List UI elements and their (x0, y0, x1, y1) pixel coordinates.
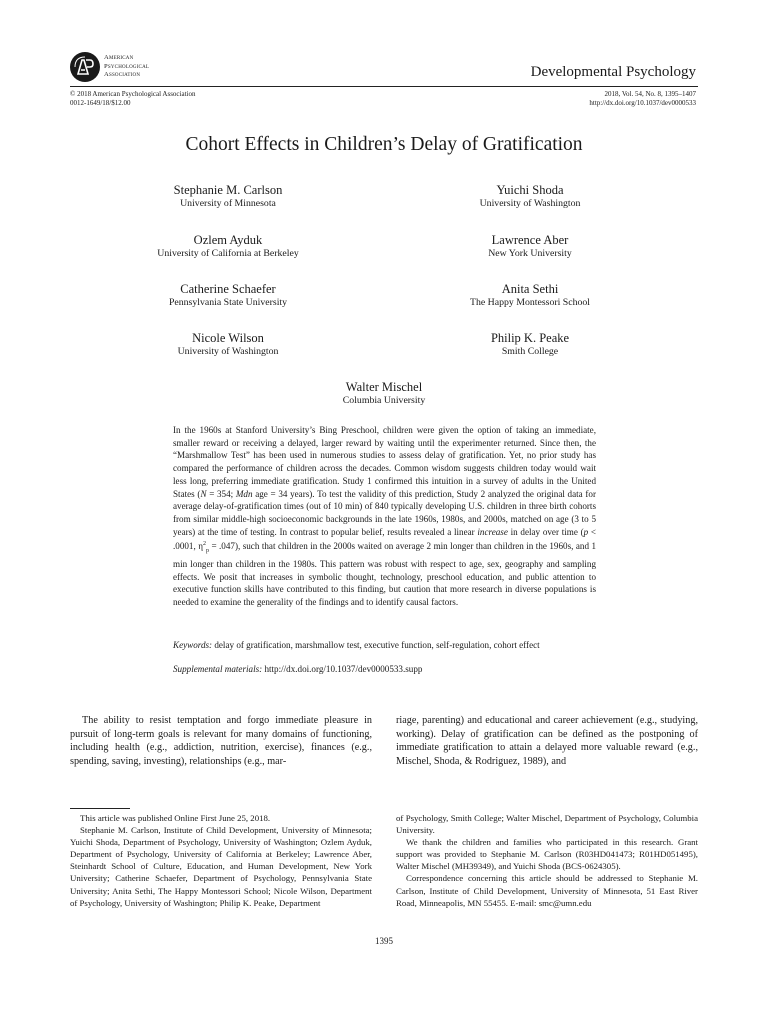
eta-subscript: p (205, 548, 209, 555)
abstract (173, 424, 596, 609)
issn-line: 0012-1649/18/$12.00 (70, 98, 131, 107)
doi-link[interactable]: http://dx.doi.org/10.1037/dev0000533 (589, 98, 696, 107)
page-number: 1395 (375, 936, 393, 946)
abstract-text (173, 424, 596, 609)
emphasis-word: increase (477, 526, 508, 537)
author-block (264, 380, 504, 407)
author-name: Philip K. Peake (490, 331, 570, 345)
author-affiliation: Smith College (501, 346, 559, 357)
author-name: Lawrence Aber (491, 233, 569, 247)
keywords (173, 639, 596, 651)
abstract-segment: = 354; (206, 488, 236, 499)
footnote-correspondence: Correspondence concerning this article should be addressed to Stephanie M. Carlson, Institute of Child Development, University of Minnesota, 51 East River Road, Minneapolis, MN 55455. E-mail: smc@umn.edu (396, 873, 698, 908)
author-name: Catherine Schaefer (180, 282, 276, 296)
author-name: Yuichi Shoda (496, 183, 564, 197)
article-title: Cohort Effects in Children’s Delay of Gratification (185, 134, 583, 155)
author-affiliation: New York University (488, 248, 572, 259)
footnote-publication: This article was published Online First June 25, 2018. (80, 813, 271, 823)
footnote-acknowledgments: We thank the children and families who participated in this research. Grant support was provided to Stephanie M. Carlson (R03HD041473; R01HD051495), Walter Mischel (MH39349), and Yuichi Shoda (BCS-0624305). (396, 837, 698, 872)
author-block (108, 183, 348, 210)
logo-line: Association (104, 71, 141, 78)
footnotes-right (396, 812, 698, 909)
author-block (108, 331, 348, 358)
copyright-line: © 2018 American Psychological Association (70, 90, 196, 98)
abstract-segment: = .047), such that children in the 2000s waited on average 2 min longer than children in the 1960s, and 1 min longer than children in the 1980s. This pattern was robust with respect to age, sex, geography and sampling effects. We posit that increases in symbolic thought, technology, preschool education, and public attention to executive function skills have contributed to this finding, but caution that more research in diverse populations is needed to examine the generality of the findings and to identify causal factors. (173, 541, 597, 607)
author-name: Anita Sethi (501, 282, 559, 296)
eta-superscript: 2 (202, 541, 206, 548)
apa-logo-icon (70, 52, 100, 82)
keywords-label: Keywords: (173, 640, 213, 650)
stat-symbol: N (200, 488, 207, 499)
volume-line: 2018, Vol. 54, No. 8, 1395–1407 (604, 90, 696, 98)
author-block (410, 331, 650, 358)
author-block (410, 183, 650, 210)
header-rule (70, 86, 698, 87)
author-affiliation: University of Washington (479, 198, 581, 209)
logo-line: American (104, 54, 134, 61)
footnote-affiliations-cont: of Psychology, Smith College; Walter Mischel, Department of Psychology, Columbia University. (396, 813, 698, 836)
author-block (108, 282, 348, 309)
author-name: Nicole Wilson (192, 331, 264, 345)
journal-name: Developmental Psychology (530, 64, 696, 80)
abstract-segment: In the 1960s at Stanford University’s Bing Preschool, children were given the option of taking an immediate, smaller reward or receiving a delayed, larger reward by waiting until the experimenter returned. Since then, the “Marshmallow Test” has been used in numerous studies to assess delay of gratification. Yet, no prior study has compared the performance of children across the decades. Common wisdom suggests children today would wait less long, preferring immediate gratification. Study 1 confirmed this intuition in a survey of adults in the United States ( (173, 425, 596, 499)
body-text-right: riage, parenting) and educational and career achievement (e.g., studying, working). Delay of gratification can be defined as the postponing of immediate gratification to attain a delayed more valuable reward (e.g., Mischel, Shoda, & Rodriguez, 1989), and (396, 715, 698, 768)
stat-symbol: p (583, 526, 589, 537)
author-affiliation: Columbia University (342, 395, 426, 406)
supplemental-materials (173, 663, 596, 675)
supplemental-link[interactable]: http://dx.doi.org/10.1037/dev0000533.supp (262, 664, 423, 674)
stat-symbol: Mdn (235, 488, 253, 499)
abstract-segment: in delay over time ( (507, 526, 584, 537)
author-block (410, 282, 650, 309)
author-affiliation: University of Minnesota (180, 198, 276, 209)
footnote-affiliations: Stephanie M. Carlson, Institute of Child Development, University of Minnesota; Yuichi Shoda, Department of Psychology, University of Washington; Ozlem Ayduk, Department of Psychology, University of California at Berkeley; Lawrence Aber, Steinhardt School of Culture, Education, and Human Development, New York University; Catherine Schaefer, Department of Psychology, Pennsylvania State University; Anita Sethi, The Happy Montessori School; Nicole Wilson, Department of Psychology, University of Washington; Philip K. Peake, Department (70, 825, 372, 908)
abstract-segment: < .0001, η (173, 526, 597, 552)
author-affiliation: University of Washington (177, 346, 279, 357)
author-name: Walter Mischel (345, 380, 423, 394)
body-text-left: The ability to resist temptation and forgo immediate pleasure in pursuit of long-term goals is relevant for many domains of functioning, including health (e.g., addiction, nutrition, exercise), finances (e.g., spending, saving, investing), relationships (e.g., mar- (70, 715, 372, 768)
author-affiliation: Pennsylvania State University (168, 297, 288, 308)
author-affiliation: The Happy Montessori School (470, 297, 590, 308)
supplemental-label: Supplemental materials: (173, 664, 263, 674)
abstract-segment: age = 34 years). To test the validity of this prediction, Study 2 analyzed the original data for average delay-of-gratification times (out of 10 min) of 840 typically developing U.S. children in three birth cohorts from similar middle-high socioeconomic backgrounds in the late 1960s, 1980s, and 2000s, matched on age (3 to 5 years) at the time of testing. In contrast to popular belief, results revealed a linear (173, 488, 596, 537)
author-name: Stephanie M. Carlson (173, 183, 283, 197)
author-block (108, 233, 348, 260)
copyright-info (70, 90, 195, 107)
author-block (410, 233, 650, 260)
footnote-rule (70, 808, 130, 809)
author-name: Ozlem Ayduk (193, 233, 263, 247)
logo-line: Psychological (104, 62, 150, 70)
author-affiliation: University of California at Berkeley (157, 248, 299, 259)
footnotes-left (70, 812, 372, 909)
citation-info (589, 90, 696, 107)
apa-logo-text (104, 54, 149, 80)
keywords-text: delay of gratification, marshmallow test, executive function, self-regulation, cohort effect (212, 640, 540, 650)
apa-logo (70, 52, 170, 84)
